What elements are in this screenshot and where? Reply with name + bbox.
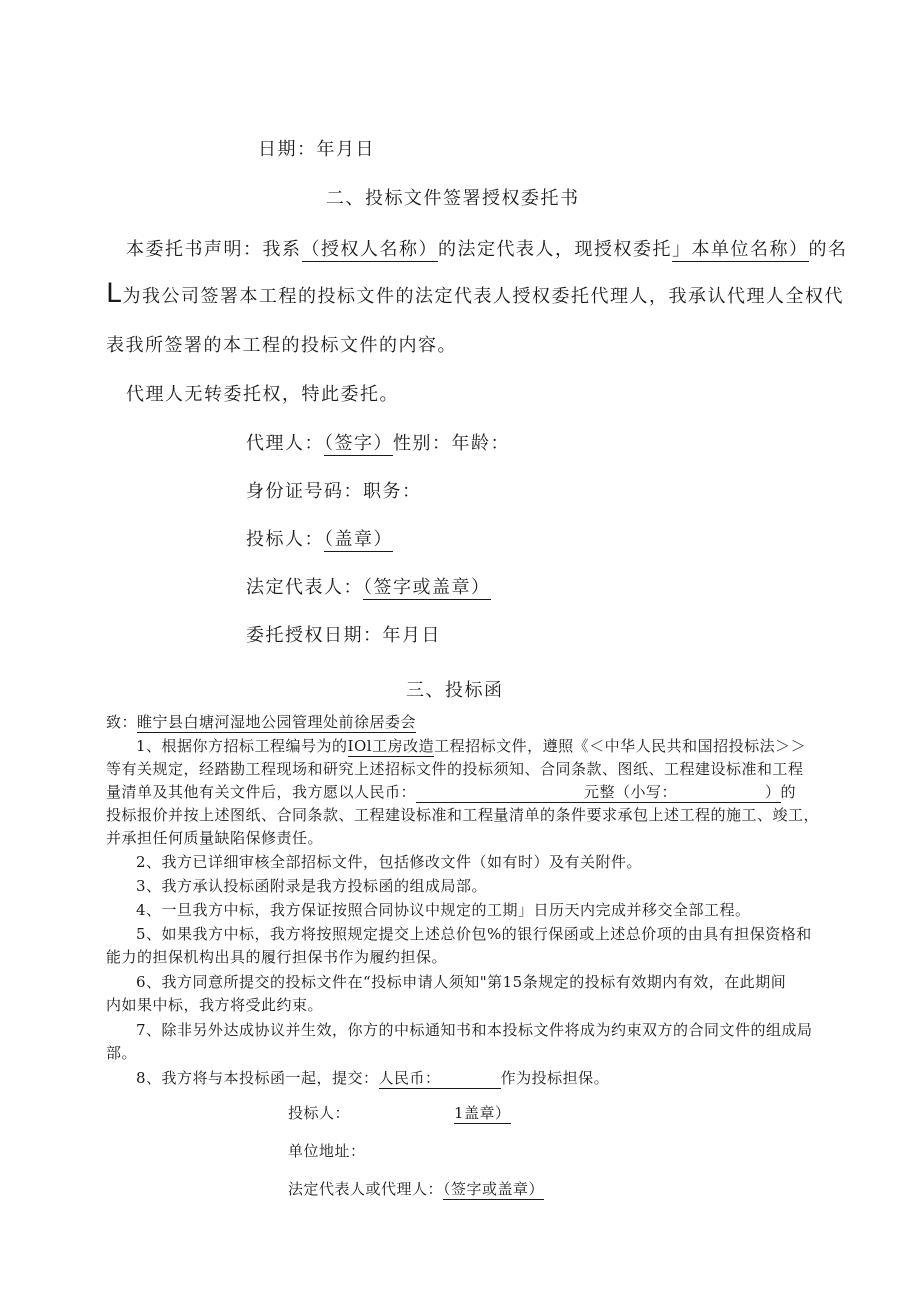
item7-line1: 7、除非另外达成协议并生效，你方的中标通知书和本投标文件将成为约束双方的合同文件的组成局: [136, 1021, 813, 1039]
item7-line2: 部。: [106, 1044, 138, 1062]
sec2-para3: 表我所签署的本工程的投标文件的内容。: [106, 335, 457, 356]
sec3-legal-sign-field: （签字或盖章）: [443, 1180, 545, 1198]
item1-line4: 投标报价并按上述图纸、合同条款、工程建设标准和工程量清单的条件要求承包上述工程的施工、竣工，: [106, 806, 820, 824]
item5-line1: 5、如果我方中标，我方将按照规定提交上述总价包%的银行保函或上述总价项的由具有担保资格和: [136, 925, 812, 943]
guarantee-currency: 人民币：: [378, 1069, 441, 1087]
sec2-para2-big-l: L: [106, 278, 123, 309]
item3: 3、我方承认投标函附录是我方投标函的组成局部。: [136, 877, 488, 895]
addressee-line: [106, 711, 416, 732]
legal-rep-line: [246, 573, 491, 599]
sec2-para2: [106, 280, 844, 308]
sec2-para2-text: 为我公司签署本工程的投标文件的法定代表人授权委托代理人，我承认代理人全权代: [122, 286, 845, 307]
sec3-bidder-seal-field: 1盖章）: [454, 1104, 511, 1122]
agent-label: 代理人：: [246, 433, 324, 454]
item1-line5: 并承担任何质量缺陷保修责任。: [106, 829, 324, 847]
item8-text-a: 8、我方将与本投标函一起，提交：: [136, 1069, 379, 1087]
price-field: [416, 783, 781, 803]
section2-title: 二、投标文件签署授权委托书: [326, 188, 580, 209]
item4: 4、一旦我方中标，我方保证按照合同协议中规定的工期」日历天内完成并移交全部工程。: [136, 901, 751, 919]
sec2-para4: 代理人无转委托权，特此委托。: [126, 384, 399, 405]
item6-line1: 6、我方同意所提交的投标文件在“投标申请人须知"第15条规定的投标有效期内有效，在此期间: [136, 973, 787, 991]
price-field-text: 元整（小写：: [584, 783, 678, 801]
addressee-label: 致：: [106, 713, 138, 731]
unit-name-field: 」本单位名称）: [672, 239, 809, 260]
item6-line2: 内如果中标，我方将受此约束。: [106, 996, 324, 1014]
item8: [136, 1067, 609, 1088]
sec2-para1-text-c: 的法定代表人，现授权委托: [438, 239, 672, 260]
agent-sign-field: （签字）: [324, 433, 393, 454]
sec3-address-line: 单位地址：: [288, 1142, 366, 1160]
agent-line: [246, 429, 510, 455]
addressee-org: 睢宁县白塘河湿地公园管理处前徐居委会: [137, 713, 417, 731]
sec3-bidder-line: [288, 1102, 511, 1123]
date-line: 日期：年月日: [258, 139, 375, 160]
item8-text-c: 作为投标担保。: [500, 1069, 610, 1087]
agent-gender-age: 性别：年龄：: [393, 433, 510, 454]
project-name-field: IOl工房改造: [347, 737, 435, 755]
bidder-line: [246, 525, 393, 551]
section3-title: 三、投标函: [406, 680, 504, 701]
price-field-close: ）: [765, 783, 781, 801]
legal-rep-sign-field: （签字或盖章）: [363, 577, 491, 598]
sec3-bidder-label: 投标人：: [288, 1104, 351, 1122]
sec2-para1-text-a: 本委托书声明：我系: [126, 239, 302, 260]
authorization-date-line: 委托授权日期：年月日: [246, 625, 441, 646]
sec2-para1: [126, 235, 848, 261]
item2: 2、我方已详细审核全部招标文件，包括修改文件（如有时）及有关附件。: [136, 853, 643, 871]
item1-text-a: 1、根据你方招标工程编号为的: [136, 737, 348, 755]
item1-line1: [136, 735, 806, 756]
bidder-label: 投标人：: [246, 529, 324, 550]
item1-line3: [106, 781, 796, 802]
sec3-legal-label: 法定代表人或代理人：: [288, 1180, 444, 1198]
item5-line2: 能力的担保机构出具的履行担保书作为履约担保。: [106, 948, 448, 966]
guarantee-amount-field: [379, 1069, 501, 1089]
id-number-line: 身份证号码：职务：: [246, 481, 422, 502]
item1-text-c: 工程招标文件，遵照《＜中华人民共和国招投标法＞＞: [434, 737, 807, 755]
sec2-para1-text-e: 的名: [808, 239, 848, 260]
item1-line3-text-d: 的: [780, 783, 797, 801]
legal-rep-label: 法定代表人：: [246, 577, 363, 598]
bidder-seal-field: （盖章）: [324, 529, 393, 550]
grantor-name-field: （授权人名称）: [301, 239, 438, 260]
sec3-legal-line: [288, 1178, 544, 1199]
item1-line2: 等有关规定，经踏勘工程现场和研究上述招标文件的投标须知、合同条款、图纸、工程建设标准和工程: [106, 760, 804, 778]
item1-line3-text-a: 量清单及其他有关文件后，我方愿以人民币：: [106, 783, 417, 801]
